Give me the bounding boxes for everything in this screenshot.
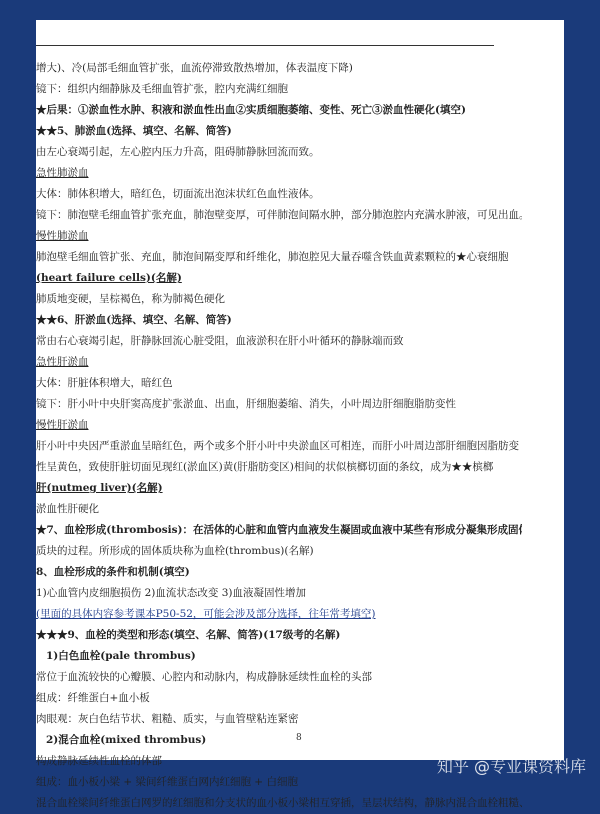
text-line: 镜下：肝小叶中央肝窦高度扩张淤血、出血，肝细胞萎缩、消失，小叶周边肝细胞脂肪变性 [36, 394, 522, 415]
subsection-heading: 1)白色血栓(pale thrombus) [36, 646, 522, 667]
page-number: 8 [296, 733, 302, 743]
text-line: 构成静脉延续性血栓的体部 [36, 751, 522, 772]
section-heading: 8、血栓形成的条件和机制(填空) [36, 562, 522, 583]
section-heading: ★★6、肝淤血(选择、填空、名解、简答) [36, 310, 522, 331]
subheading: 慢性肺淤血 [36, 226, 522, 247]
text-line: 质块的过程。所形成的固体质块称为血栓(thrombus)(名解) [36, 541, 522, 562]
subheading: 急性肺淤血 [36, 163, 522, 184]
text-line: 大体：肺体积增大，暗红色，切面流出泡沫状红色血性液体。 [36, 184, 522, 205]
note-line: (里面的具体内容参考课本P50-52，可能会涉及部分选择，往年常考填空) [36, 604, 522, 625]
subheading: 慢性肝淤血 [36, 415, 522, 436]
text-line: 混合血栓梁间纤维蛋白网罗的红细胞和分支状的血小板小梁相互穿插，呈层状结构，静脉内混合血栓粗糙、 [36, 793, 522, 814]
text-line: 肝小叶中央因严重淤血呈暗红色，两个或多个肝小叶中央淤血区可相连，而肝小叶周边部肝细胞因脂肪变 [36, 436, 522, 457]
subsection-heading: 2)混合血栓(mixed thrombus) [36, 730, 522, 751]
text-line: 镜下：组织内细静脉及毛细血管扩张，腔内充满红细胞 [36, 79, 522, 100]
watermark: 知乎 @专业课资料库 [437, 754, 586, 777]
text-line: 常由右心衰竭引起，肝静脉回流心脏受阻，血液淤积在肝小叶循环的静脉端而致 [36, 331, 522, 352]
text-line: 性呈黄色，致使肝脏切面见现红(淤血区)黄(肝脂肪变区)相间的状似槟榔切面的条纹，成为★★槟榔 [36, 457, 522, 478]
section-heading: ★★5、肺淤血(选择、填空、名解、简答) [36, 121, 522, 142]
text-line: 肉眼观：灰白色结节状、粗糙、质实，与血管壁粘连紧密 [36, 709, 522, 730]
section-heading: ★★★9、血栓的类型和形态(填空、名解、简答)(17级考的名解) [36, 625, 522, 646]
document-body [36, 58, 522, 814]
text-line: 由左心衰竭引起，左心腔内压力升高，阻碍肺静脉回流而致。 [36, 142, 522, 163]
text-line: 肺质地变硬，呈棕褐色，称为肺褐色硬化 [36, 289, 522, 310]
term-line: (heart failure cells)(名解) [36, 268, 522, 289]
text-line: 常位于血流较快的心瓣膜、心腔内和动脉内，构成静脉延续性血栓的头部 [36, 667, 522, 688]
text-line: 肺泡壁毛细血管扩张、充血，肺泡间隔变厚和纤维化，肺泡腔见大量吞噬含铁血黄素颗粒的★心衰细胞 [36, 247, 522, 268]
text-line: 组成：纤维蛋白+血小板 [36, 688, 522, 709]
text-line: 组成：血小板小梁 + 梁间纤维蛋白网内红细胞 + 白细胞 [36, 772, 522, 793]
text-line: ★后果：①淤血性水肿、积液和淤血性出血②实质细胞萎缩、变性、死亡③淤血性硬化(填空) [36, 100, 522, 121]
text-line: 镜下：肺泡壁毛细血管扩张充血，肺泡壁变厚，可伴肺泡间隔水肿，部分肺泡腔内充满水肿液，可见出血。 [36, 205, 522, 226]
text-line: 大体：肝脏体积增大，暗红色 [36, 373, 522, 394]
subheading: 急性肝淤血 [36, 352, 522, 373]
section-heading: ★7、血栓形成(thrombosis)：在活体的心脏和血管内血液发生凝固或血液中某些有形成分凝集形成固体 [36, 520, 522, 541]
header-rule [36, 45, 494, 46]
term-line: 肝(nutmeg liver)(名解) [36, 478, 522, 499]
text-line: 淤血性肝硬化 [36, 499, 522, 520]
text-line: 1)心血管内皮细胞损伤 2)血流状态改变 3)血液凝固性增加 [36, 583, 522, 604]
text-line: 增大)、冷(局部毛细血管扩张，血流停滞致散热增加，体表温度下降) [36, 58, 522, 79]
